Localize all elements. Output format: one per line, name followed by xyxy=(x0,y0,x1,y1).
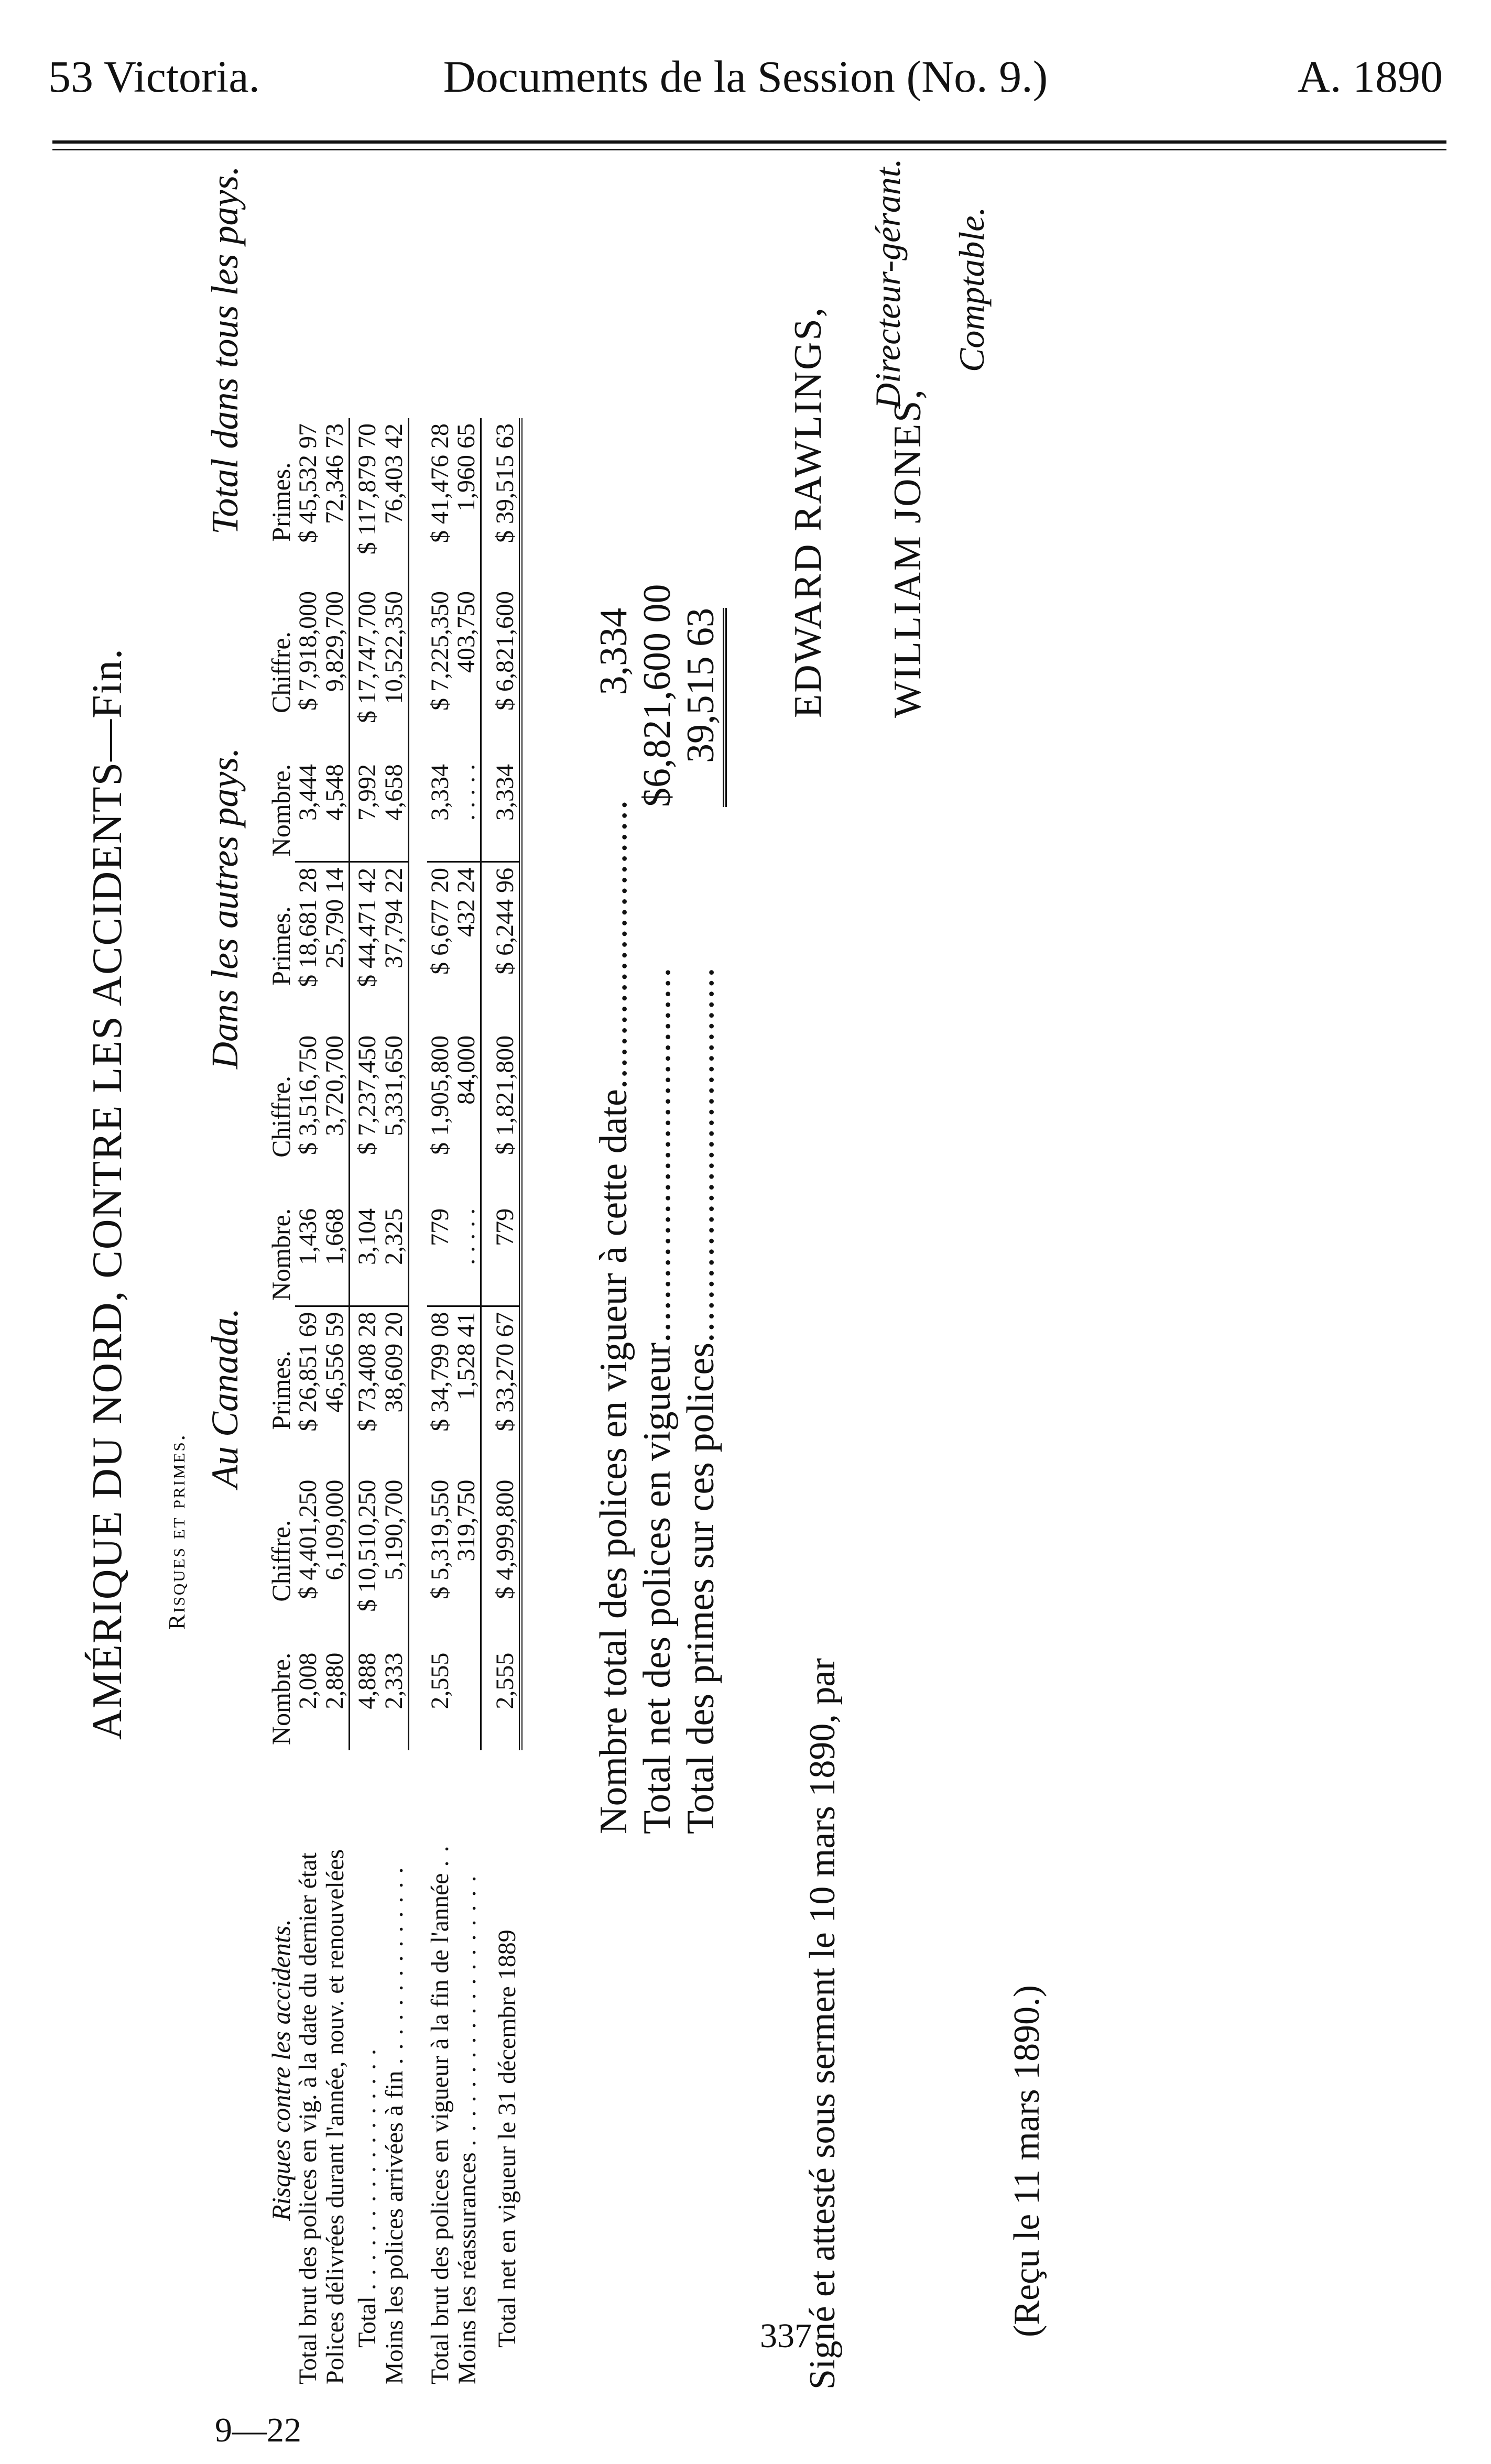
group-heading-all-countries: Total dans tous les pays. xyxy=(204,166,246,535)
row-label-text: Total xyxy=(353,2296,381,2348)
table-cell: 1,528 41 xyxy=(453,1306,481,1475)
leader-dots: . . . . . . . . . . . . . . xyxy=(380,1866,409,2065)
leader-dots: ................................... xyxy=(679,966,722,1343)
table-cell: $ 6,821,600 xyxy=(481,586,521,759)
table-header-row xyxy=(267,418,295,2390)
leader-dots: . . . . . . . . . . . . . . . . . xyxy=(353,2048,381,2291)
table-row xyxy=(349,418,380,2390)
table-cell: 37,794 22 xyxy=(381,862,408,1030)
table-cell: . . . . . xyxy=(453,759,481,862)
table-cell: 25,790 14 xyxy=(322,862,349,1030)
table-cell: 2,880 xyxy=(322,1648,349,1750)
table-row xyxy=(453,418,481,2390)
table-cell: $ 4,401,250 xyxy=(294,1479,322,1599)
table-cell: 2,333 xyxy=(381,1648,408,1750)
row-label xyxy=(349,1750,380,2390)
summary-block xyxy=(592,584,723,1834)
table-cell: $ 39,515 63 xyxy=(481,418,521,586)
received-date: (Reçu le 11 mars 1890.) xyxy=(1007,1985,1047,2337)
column-header: Nombre. xyxy=(266,1652,296,1745)
table-cell: $ 6,677 20 xyxy=(427,862,454,1030)
column-header: Nombre. xyxy=(266,764,296,857)
table-cell: $ 7,225,350 xyxy=(426,591,454,711)
summary-amount: $6,821,600 00 xyxy=(635,584,679,807)
table-cell: 779 xyxy=(426,1208,454,1246)
column-header: Chiffre. xyxy=(266,1520,296,1602)
attestation-line: Signé et attesté sous serment le 10 mars 1890, par xyxy=(802,1658,843,2390)
table-cell: $ 26,851 69 xyxy=(295,1306,322,1475)
table-cell: 779 xyxy=(481,1203,521,1306)
table-cell: 72,346 73 xyxy=(322,418,349,586)
header-session-year: 53 Victoria. xyxy=(48,51,260,102)
table-cell: 4,658 xyxy=(381,759,408,862)
table-row xyxy=(322,418,349,2390)
table-cell: $ 6,244 96 xyxy=(481,862,521,1030)
table-cell: $ 10,510,250 xyxy=(353,1479,381,1612)
column-header: Nombre. xyxy=(266,1208,296,1301)
group-heading-canada: Au Canada. xyxy=(204,1307,246,1488)
table-cell: 3,444 xyxy=(294,764,322,821)
table-cell: 5,190,700 xyxy=(381,1475,408,1648)
table-subtitle: Risques et primes. xyxy=(164,1433,190,1630)
row-label xyxy=(427,1750,454,2390)
table-cell: $ 1,821,800 xyxy=(481,1030,521,1203)
signatory-name: WILLIAM JONES, xyxy=(886,388,929,718)
summary-row xyxy=(679,608,723,1834)
table-cell: 1,436 xyxy=(294,1208,322,1265)
row-label xyxy=(381,1750,408,2390)
column-header: Primes. xyxy=(266,462,296,542)
table-cell: 84,000 xyxy=(453,1030,481,1203)
table-cell: $ 34,799 08 xyxy=(427,1306,454,1475)
table-cell: 76,403 42 xyxy=(381,418,408,586)
table-cell: 46,556 59 xyxy=(322,1306,349,1475)
table-cell: $ 33,270 67 xyxy=(481,1306,521,1475)
table-cell: 10,522,350 xyxy=(381,586,408,759)
row-label-text: Total brut des polices en vigueur à la fin de l'année xyxy=(426,1873,454,2384)
table-cell xyxy=(453,1648,481,1750)
table-cell: $ 18,681 28 xyxy=(295,862,322,1030)
header-document-title: Documents de la Session (No. 9.) xyxy=(443,51,1048,102)
table-cell: $ 5,319,550 xyxy=(426,1479,454,1599)
table-cell: 38,609 20 xyxy=(381,1306,408,1475)
table-cell: $ 117,879 70 xyxy=(353,423,381,555)
table-cell: $ 1,905,800 xyxy=(426,1035,454,1155)
table-row xyxy=(427,418,454,2390)
summary-value xyxy=(679,608,727,807)
table-cell: 5,331,650 xyxy=(381,1030,408,1203)
summary-label: Total net des polices en vigueur xyxy=(635,1342,679,1834)
table-total-row xyxy=(481,418,521,2390)
header-year: A. 1890 xyxy=(1297,51,1443,102)
table-cell: $ 73,408 28 xyxy=(349,1306,380,1475)
page-number: 337 xyxy=(760,2317,812,2355)
table-cell: 432 24 xyxy=(453,862,481,1030)
document-number: 9—22 xyxy=(215,2411,301,2449)
table-cell: 7,992 xyxy=(353,764,381,821)
row-label-text: Moins les réassurances xyxy=(453,2152,481,2384)
table-cell: . . . . . xyxy=(453,1203,481,1306)
leader-dots: ................................... xyxy=(635,966,679,1343)
signatory-role: Directeur-gérant. xyxy=(868,158,908,409)
rotated-page-body xyxy=(31,141,1446,2421)
table-cell: $ 4,999,800 xyxy=(481,1475,521,1648)
table-cell: 3,334 xyxy=(481,759,521,862)
table-cell: 9,829,700 xyxy=(322,586,349,759)
table-cell: 1,668 xyxy=(322,1203,349,1306)
summary-amount: 3,334 xyxy=(592,608,635,695)
summary-label: Nombre total des polices en vigueur à cette date xyxy=(592,1089,635,1834)
leader-dots: . . xyxy=(426,1845,454,1867)
table-cell: 4,888 xyxy=(353,1652,381,1709)
table-cell: $ 7,918,000 xyxy=(294,591,322,711)
table-cell: 3,720,700 xyxy=(322,1030,349,1203)
summary-row xyxy=(635,584,679,1834)
table-cell: $ 44,471 42 xyxy=(349,862,380,1030)
table-cell: 2,325 xyxy=(381,1203,408,1306)
table-cell: $ 17,747,700 xyxy=(353,591,381,723)
column-header: Chiffre. xyxy=(266,631,296,713)
table-row xyxy=(381,418,408,2390)
row-label: Polices délivrées durant l'année, nouv. et renouvelées xyxy=(321,1849,350,2384)
risks-premiums-table xyxy=(267,418,523,2390)
table-cell: 3,334 xyxy=(426,764,454,821)
table-cell: 2,008 xyxy=(294,1652,322,1709)
table-cell: 1,960 65 xyxy=(453,418,481,586)
group-heading-other-countries: Dans les autres pays. xyxy=(204,747,246,1069)
summary-label: Total des primes sur ces polices xyxy=(679,1342,722,1834)
table-cell: 403,750 xyxy=(453,586,481,759)
row-label xyxy=(453,1750,481,2390)
column-header: Primes. xyxy=(266,1350,296,1430)
column-header: Chiffre. xyxy=(266,1075,296,1158)
table-cell: $ 7,237,450 xyxy=(353,1035,381,1155)
spacer-row xyxy=(408,418,427,2390)
description-column-header: Risques contre les accidents. xyxy=(266,1919,296,2221)
summary-amount: 39,515 63 xyxy=(679,608,727,807)
summary-value xyxy=(592,608,636,807)
summary-value xyxy=(635,584,679,807)
table-cell: 2,555 xyxy=(481,1648,521,1750)
table-cell: $ 41,476 28 xyxy=(426,423,454,543)
table-row xyxy=(295,418,322,2390)
row-label: Total net en vigueur le 31 décembre 1889 xyxy=(493,1929,521,2348)
table-cell: 319,750 xyxy=(453,1475,481,1648)
row-label-text: Moins les polices arrivées à fin xyxy=(380,2070,409,2384)
page-title: AMÉRIQUE DU NORD, CONTRE LES ACCIDENTS—Fin. xyxy=(84,648,130,1740)
table-cell: $ 45,532 97 xyxy=(294,423,322,543)
table-cell: $ 3,516,750 xyxy=(294,1035,322,1155)
row-label: Total brut des polices en vig. à la date du dernier état xyxy=(294,1852,322,2384)
summary-row xyxy=(592,608,636,1834)
table-cell: 4,548 xyxy=(322,759,349,862)
column-header: Primes. xyxy=(266,906,296,986)
signatory-name: EDWARD RAWLINGS, xyxy=(787,306,830,718)
table-cell: 6,109,000 xyxy=(322,1475,349,1648)
leader-dots: . . . . . . . . . . . . . . . . . . . xyxy=(453,1874,481,2146)
table-cell: 2,555 xyxy=(426,1652,454,1709)
signatory-role: Comptable. xyxy=(952,206,992,372)
leader-dots: ........................... xyxy=(592,799,635,1089)
table-cell: 3,104 xyxy=(353,1208,381,1265)
